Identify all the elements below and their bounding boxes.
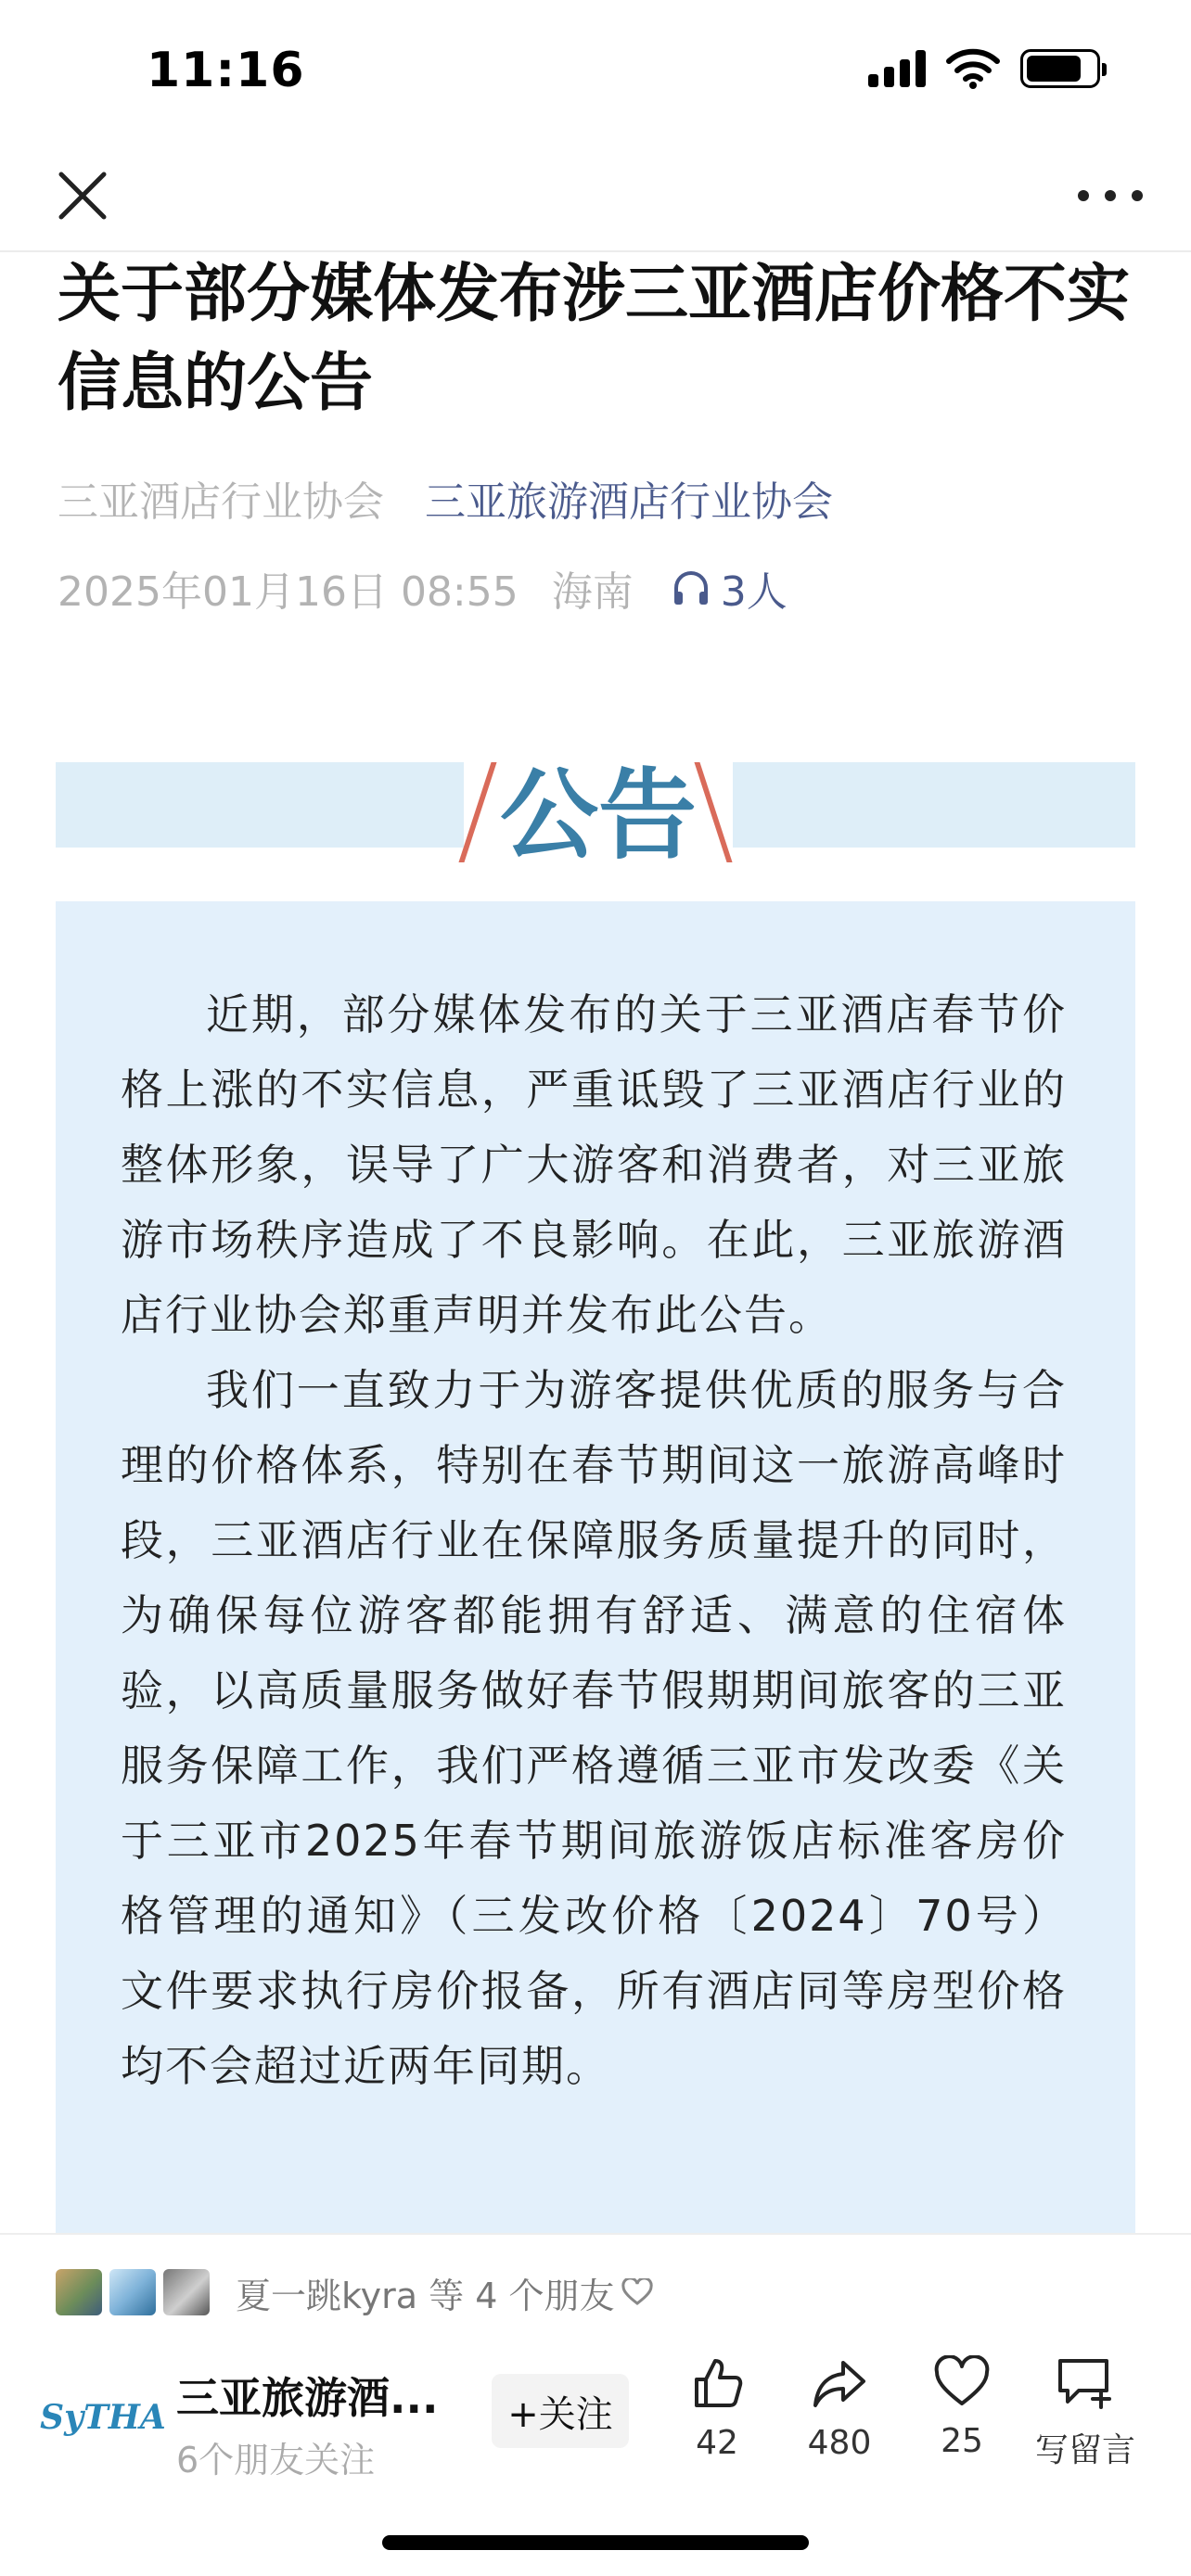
article-body	[56, 901, 1135, 2237]
listen-button[interactable]	[671, 558, 788, 618]
battery-icon	[1020, 49, 1100, 88]
account-link[interactable]: 三亚旅游酒店行业协会	[425, 478, 833, 526]
author-name: 三亚酒店行业协会	[58, 478, 384, 526]
paragraph-1: 近期，部分媒体发布的关于三亚酒店春节价格上涨的不实信息，严重诋毁了三亚酒店行业的整体形象，误导了广大游客和消费者，对三亚旅游市场秩序造成了不良影响。在此，三亚旅游酒店行业协会郑重声明并发布此公告。	[121, 989, 1067, 1340]
status-time: 11:16	[147, 43, 305, 98]
close-button[interactable]	[52, 165, 113, 226]
friend-avatar	[56, 2269, 102, 2315]
account-name[interactable]: 三亚旅游酒...	[176, 2373, 439, 2423]
cellular-signal-icon	[868, 50, 926, 87]
article-meta	[58, 558, 788, 618]
listen-count: 3人	[720, 568, 788, 616]
friend-avatar	[109, 2269, 156, 2315]
byline	[58, 468, 833, 528]
status-icons	[868, 48, 1100, 89]
wifi-icon	[946, 48, 1000, 89]
banner-title: 公告	[464, 747, 733, 868]
share-count: 480	[807, 2424, 872, 2462]
like-count: 42	[696, 2424, 738, 2462]
publish-location: 海南	[551, 568, 634, 616]
paragraph-2: 我们一直致力于为游客提供优质的服务与合理的价格体系，特别在春节期间这一旅游高峰时段，三亚酒店行业在保障服务质量提升的同时，为确保每位游客都能拥有舒适、满意的住宿体验，以高质量服务做好春节假期期间旅客的三亚服务保障工作，我们严格遵循三亚市发改委《关于三亚市2025年春节期间旅游饭店标准客房价格管理的通知》（三发改价格〔2024〕70号）文件要求执行房价报备，所有酒店同等房型价格均不会超过近两年同期。	[121, 1365, 1067, 2091]
favorite-count: 25	[941, 2422, 983, 2460]
follow-button[interactable]: +关注	[492, 2374, 629, 2448]
heart-outline-icon	[621, 2278, 653, 2306]
publish-datetime: 2025年01月16日 08:55	[58, 568, 519, 616]
home-indicator[interactable]	[382, 2535, 809, 2550]
friend-avatar	[163, 2269, 210, 2315]
thumbs-up-icon	[689, 2355, 745, 2411]
account-followers: 6个朋友关注	[176, 2440, 376, 2480]
friends-text: 夏一跳kyra 等 4 个朋友	[236, 2275, 615, 2316]
more-icon	[1078, 190, 1089, 201]
favorite-button[interactable]	[902, 2355, 1022, 2460]
close-icon	[52, 165, 113, 226]
share-arrow-icon	[812, 2355, 867, 2411]
share-button[interactable]	[779, 2355, 900, 2462]
like-button[interactable]	[657, 2355, 777, 2462]
write-comment-button[interactable]	[1022, 2355, 1148, 2471]
write-comment-label: 写留言	[1034, 2431, 1135, 2469]
status-bar	[0, 0, 1191, 139]
more-button[interactable]	[1078, 172, 1143, 219]
nav-bar	[0, 139, 1191, 252]
account-logo[interactable]: SyTHA	[40, 2398, 166, 2437]
friends-liked-row[interactable]	[56, 2266, 653, 2318]
comment-add-icon	[1055, 2355, 1116, 2411]
article-title: 关于部分媒体发布涉三亚酒店价格不实信息的公告	[58, 258, 1131, 420]
heart-icon	[933, 2355, 991, 2409]
bottom-action-bar	[0, 2233, 1191, 2576]
headphones-icon	[671, 567, 711, 608]
